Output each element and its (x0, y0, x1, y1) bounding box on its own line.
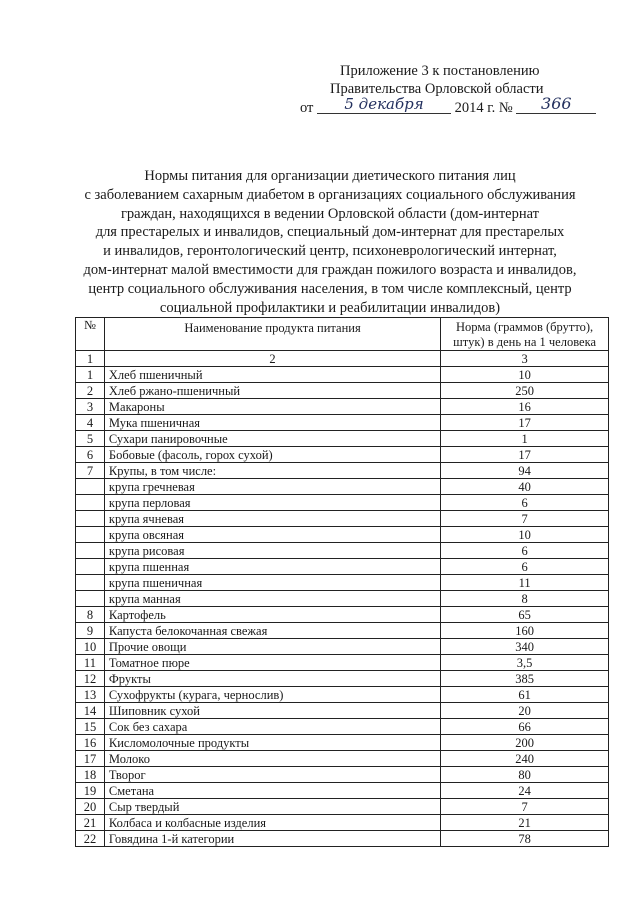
product-name: крупа рисовая (104, 543, 440, 559)
row-number: 15 (76, 719, 105, 735)
title-line: дом-интернат малой вместимости для граждан пожилого возраста и инвалидов, (83, 261, 577, 278)
product-norm: 6 (441, 559, 609, 575)
row-number: 12 (76, 671, 105, 687)
product-norm: 11 (441, 575, 609, 591)
row-number: 5 (76, 431, 105, 447)
index-col-1: 1 (76, 351, 105, 367)
table-row (76, 639, 609, 655)
product-norm: 20 (441, 703, 609, 719)
table-row (76, 735, 609, 751)
row-number: 21 (76, 815, 105, 831)
product-norm: 8 (441, 591, 609, 607)
table-row (76, 527, 609, 543)
table-row (76, 703, 609, 719)
row-number: 13 (76, 687, 105, 703)
row-number: 16 (76, 735, 105, 751)
header-norm: Норма (граммов (брутто), штук) в день на 1 человека (441, 318, 609, 351)
product-name: Шиповник сухой (104, 703, 440, 719)
table-header-row (76, 318, 609, 351)
product-norm: 340 (441, 639, 609, 655)
product-name: Макароны (104, 399, 440, 415)
row-number: 3 (76, 399, 105, 415)
product-name: Кисломолочные продукты (104, 735, 440, 751)
table-row (76, 831, 609, 847)
product-name: Картофель (104, 607, 440, 623)
product-norm: 10 (441, 527, 609, 543)
product-name: крупа овсяная (104, 527, 440, 543)
table-row (76, 767, 609, 783)
table-row (76, 783, 609, 799)
table-row (76, 751, 609, 767)
row-number: 1 (76, 367, 105, 383)
row-number: 20 (76, 799, 105, 815)
handwritten-date: 5 декабря (317, 95, 451, 114)
product-norm: 80 (441, 767, 609, 783)
table-row (76, 671, 609, 687)
product-norm: 65 (441, 607, 609, 623)
product-name: Сыр твердый (104, 799, 440, 815)
table-row (76, 415, 609, 431)
title-line: для престарелых и инвалидов, специальный дом-интернат для престарелых (95, 224, 565, 241)
product-norm: 7 (441, 511, 609, 527)
table-row (76, 399, 609, 415)
approval-block (300, 62, 600, 117)
table-row (76, 495, 609, 511)
row-number: 2 (76, 383, 105, 399)
product-name: Крупы, в том числе: (104, 463, 440, 479)
row-number: 8 (76, 607, 105, 623)
table-row (76, 799, 609, 815)
table-row (76, 655, 609, 671)
table-row (76, 575, 609, 591)
product-norm: 21 (441, 815, 609, 831)
table-row (76, 479, 609, 495)
year-number-label: 2014 г. № (454, 100, 513, 116)
header-product-name: Наименование продукта питания (104, 318, 440, 351)
row-number (76, 591, 105, 607)
table-row (76, 559, 609, 575)
table-row (76, 431, 609, 447)
row-number (76, 543, 105, 559)
row-number: 7 (76, 463, 105, 479)
document-title (40, 167, 620, 317)
row-number: 18 (76, 767, 105, 783)
title-line: с заболеванием сахарным диабетом в организациях социального обслуживания (84, 186, 576, 203)
table-row (76, 719, 609, 735)
table-index-row (76, 351, 609, 367)
table-row (76, 367, 609, 383)
table-row (76, 543, 609, 559)
index-col-3: 3 (441, 351, 609, 367)
product-norm: 40 (441, 479, 609, 495)
table-row (76, 607, 609, 623)
row-number: 6 (76, 447, 105, 463)
product-norm: 24 (441, 783, 609, 799)
row-number: 9 (76, 623, 105, 639)
approval-date-line (300, 94, 600, 117)
product-norm: 16 (441, 399, 609, 415)
product-norm: 6 (441, 495, 609, 511)
row-number: 11 (76, 655, 105, 671)
product-name: Творог (104, 767, 440, 783)
product-name: Томатное пюре (104, 655, 440, 671)
row-number: 17 (76, 751, 105, 767)
row-number (76, 527, 105, 543)
row-number (76, 511, 105, 527)
product-name: Сметана (104, 783, 440, 799)
product-norm: 6 (441, 543, 609, 559)
product-name: Бобовые (фасоль, горох сухой) (104, 447, 440, 463)
product-norm: 1 (441, 431, 609, 447)
header-number: № (76, 318, 105, 351)
product-norm: 78 (441, 831, 609, 847)
product-norm: 10 (441, 367, 609, 383)
title-line: граждан, находящихся в ведении Орловской области (дом-интернат (120, 205, 540, 222)
product-name: Прочие овощи (104, 639, 440, 655)
product-norm: 17 (441, 447, 609, 463)
handwritten-number: 366 (516, 95, 596, 114)
product-name: Колбаса и колбасные изделия (104, 815, 440, 831)
product-name: Сухофрукты (курага, чернослив) (104, 687, 440, 703)
title-line: Нормы питания для организации диетического питания лиц (144, 168, 516, 184)
product-norm: 3,5 (441, 655, 609, 671)
row-number: 10 (76, 639, 105, 655)
row-number: 22 (76, 831, 105, 847)
product-name: крупа пшенная (104, 559, 440, 575)
product-norm: 160 (441, 623, 609, 639)
index-col-2: 2 (104, 351, 440, 367)
product-norm: 7 (441, 799, 609, 815)
row-number (76, 495, 105, 511)
product-name: крупа перловая (104, 495, 440, 511)
product-norm: 240 (441, 751, 609, 767)
row-number: 14 (76, 703, 105, 719)
title-line: и инвалидов, геронтологический центр, психоневрологический интернат, (103, 243, 557, 260)
approval-line-2: Правительства Орловской области (330, 81, 544, 97)
row-number (76, 479, 105, 495)
table-body (76, 367, 609, 847)
table-row (76, 463, 609, 479)
product-norm: 200 (441, 735, 609, 751)
product-name: Капуста белокочанная свежая (104, 623, 440, 639)
product-name: Говядина 1-й категории (104, 831, 440, 847)
table-row (76, 815, 609, 831)
table-row (76, 511, 609, 527)
product-name: Хлеб пшеничный (104, 367, 440, 383)
table-row (76, 447, 609, 463)
row-number: 19 (76, 783, 105, 799)
product-name: Мука пшеничная (104, 415, 440, 431)
product-norm: 250 (441, 383, 609, 399)
product-norm: 385 (441, 671, 609, 687)
product-name: крупа гречневая (104, 479, 440, 495)
product-name: Сок без сахара (104, 719, 440, 735)
product-name: крупа ячневая (104, 511, 440, 527)
product-name: Фрукты (104, 671, 440, 687)
row-number: 4 (76, 415, 105, 431)
approval-line-1: Приложение 3 к постановлению (340, 63, 540, 79)
product-norm: 61 (441, 687, 609, 703)
row-number (76, 559, 105, 575)
table-row (76, 623, 609, 639)
table-row (76, 383, 609, 399)
product-norm: 66 (441, 719, 609, 735)
norms-table (75, 317, 609, 847)
product-norm: 17 (441, 415, 609, 431)
product-norm: 94 (441, 463, 609, 479)
title-line: центр социального обслуживания населения, в том числе комплексный, центр (88, 280, 572, 297)
table-row (76, 591, 609, 607)
product-name: Хлеб ржано-пшеничный (104, 383, 440, 399)
product-name: крупа манная (104, 591, 440, 607)
from-label: от (300, 100, 314, 116)
product-name: Сухари панировочные (104, 431, 440, 447)
product-name: Молоко (104, 751, 440, 767)
title-line: социальной профилактики и реабилитации инвалидов) (159, 299, 501, 316)
product-name: крупа пшеничная (104, 575, 440, 591)
table-row (76, 687, 609, 703)
row-number (76, 575, 105, 591)
